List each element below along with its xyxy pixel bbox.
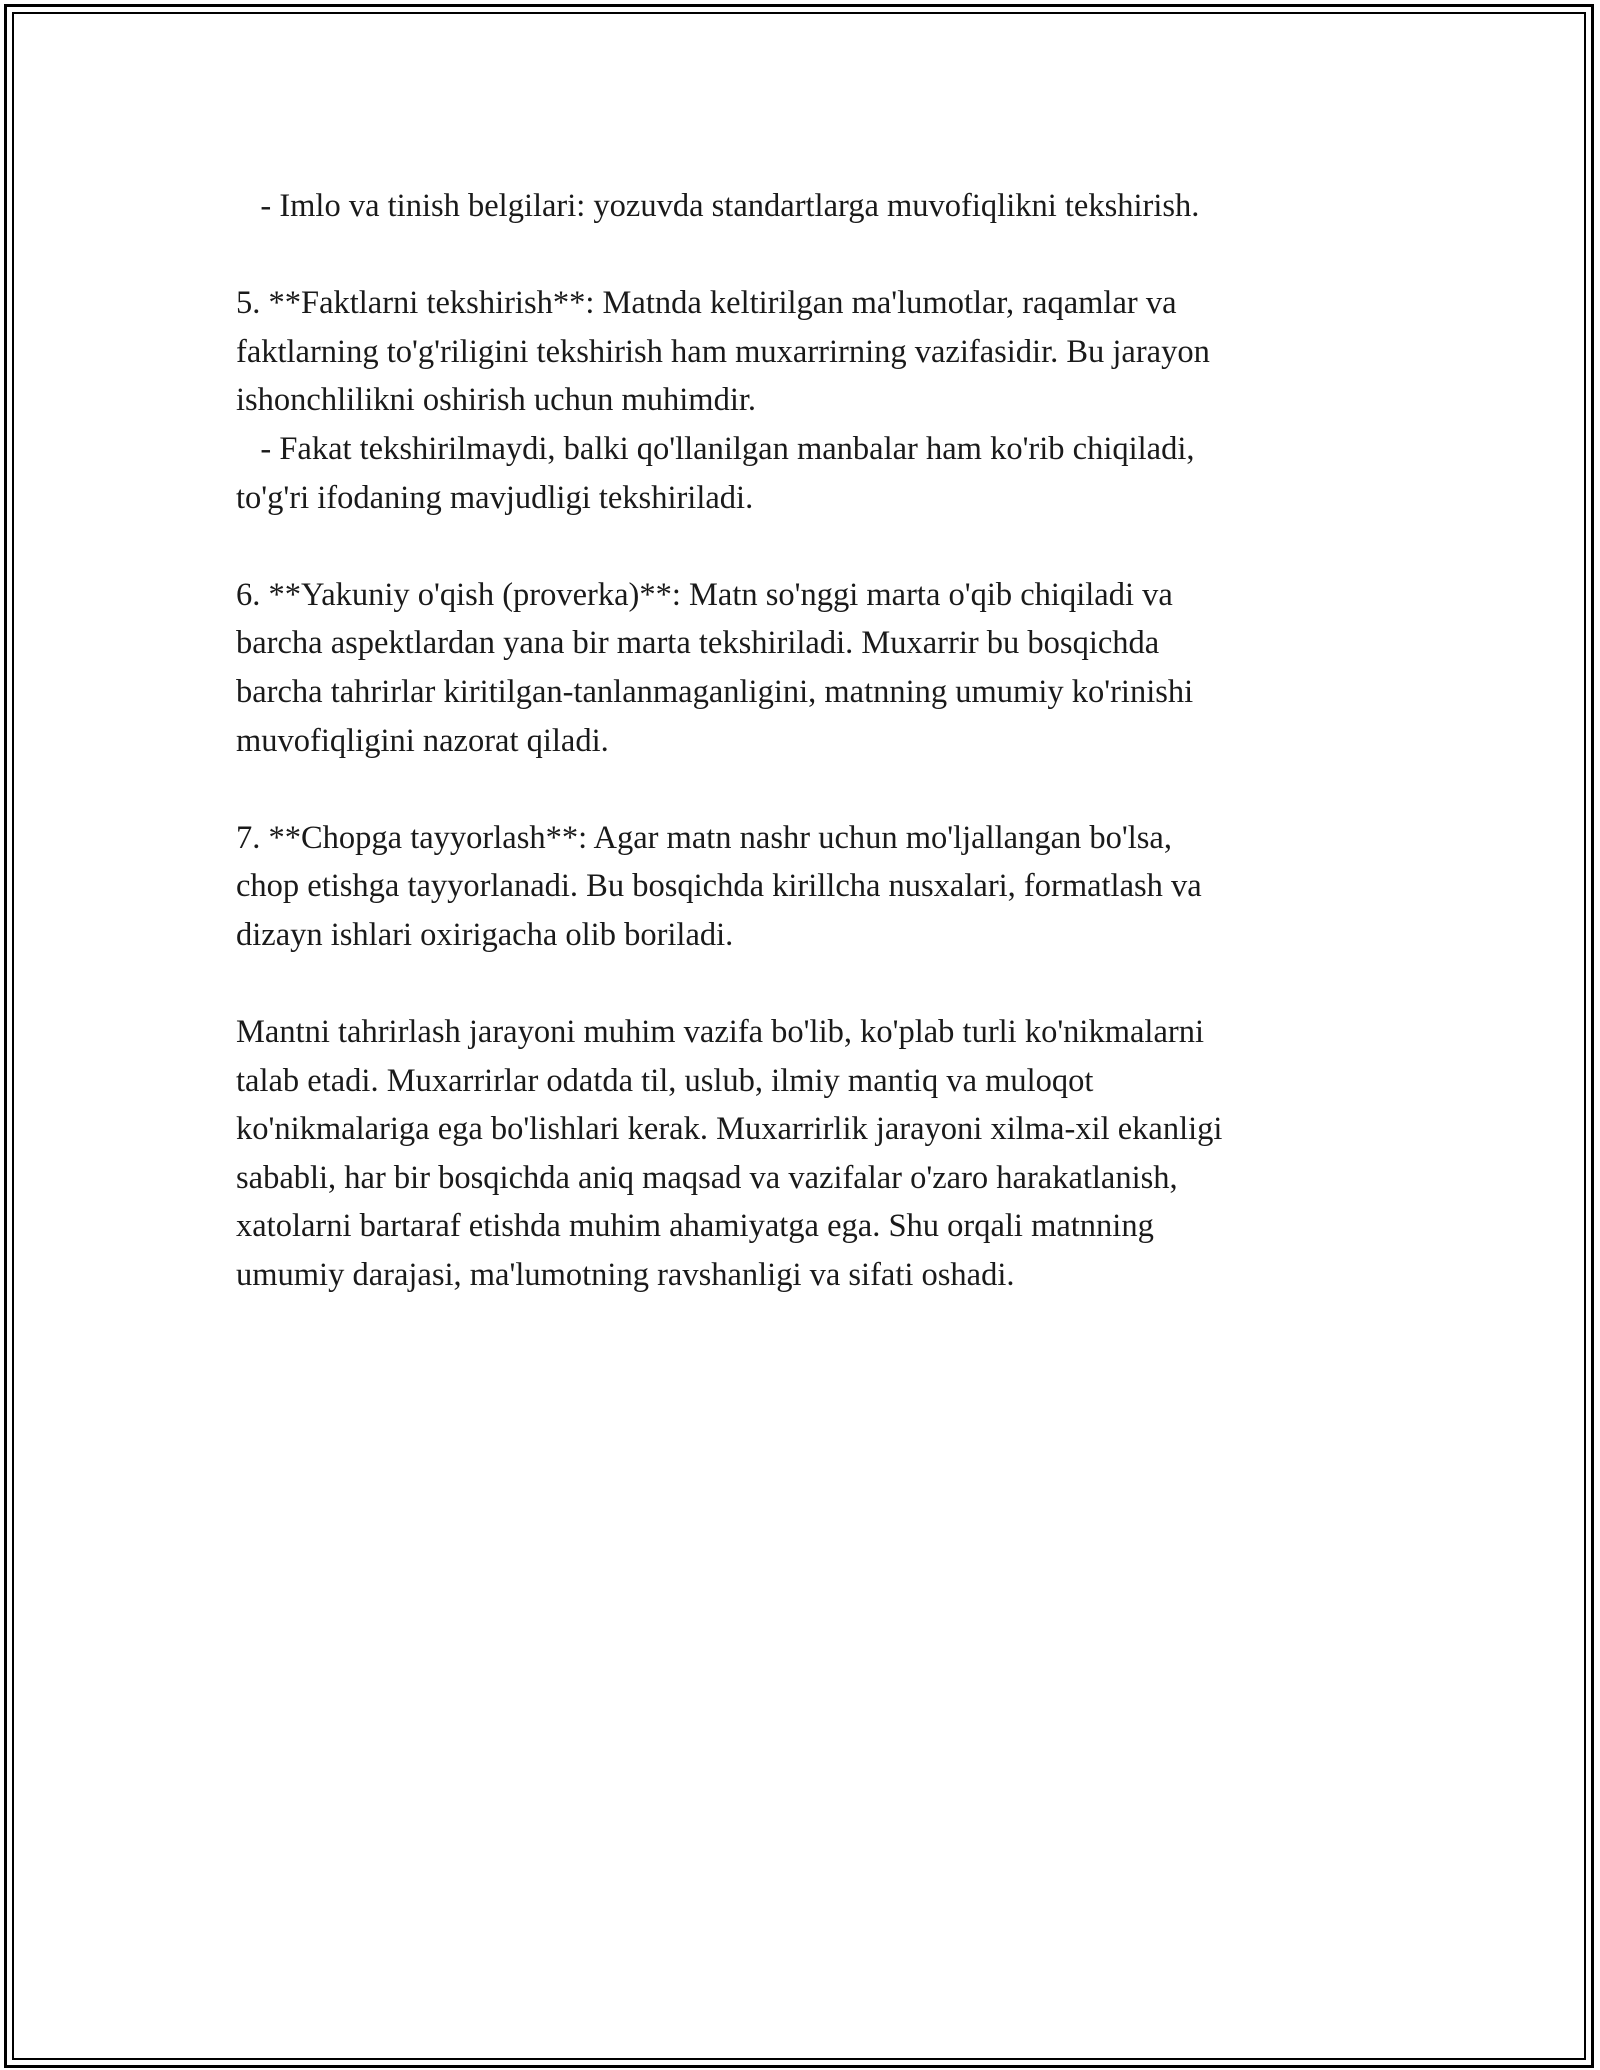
text-line: ko'nikmalariga ega bo'lishlari kerak. Muxarrirlik jarayoni xilma-xil ekanligi <box>236 1111 1223 1148</box>
paragraph-spacer <box>236 522 1366 571</box>
text-line: sababli, har bir bosqichda aniq maqsad va vazifalar o'zaro harakatlanish, <box>236 1159 1178 1196</box>
text-line: faktlarning to'g'riligini tekshirish ham muxarrirning vazifasidir. Bu jarayon <box>236 333 1210 370</box>
text-line: 7. **Chopga tayyorlash**: Agar matn nashr uchun mo'ljallangan bo'lsa, <box>236 819 1172 856</box>
paragraph-spacer <box>236 231 1366 280</box>
text-line: 6. **Yakuniy o'qish (proverka)**: Matn so'nggi marta o'qib chiqiladi va <box>236 576 1173 613</box>
paragraph-conclusion <box>236 1008 1366 1300</box>
text-line: talab etadi. Muxarrirlar odatda til, uslub, ilmiy mantiq va muloqot <box>236 1062 1094 1099</box>
text-line: barcha aspektlardan yana bir marta tekshiriladi. Muxarrir bu bosqichda <box>236 625 1160 662</box>
text-line: chop etishga tayyorlanadi. Bu bosqichda kirillcha nusxalari, formatlash va <box>236 868 1202 905</box>
text-line: umumiy darajasi, ma'lumotning ravshanligi va sifati oshadi. <box>236 1257 1015 1294</box>
document-body <box>236 182 1366 1300</box>
text-line: dizayn ishlari oxirigacha olib boriladi. <box>236 916 734 953</box>
text-line: Mantni tahrirlash jarayoni muhim vazifa bo'lib, ko'plab turli ko'nikmalarni <box>236 1014 1204 1051</box>
paragraph-imlo-bullet <box>236 182 1366 231</box>
paragraph-spacer <box>236 960 1366 1009</box>
text-line: - Imlo va tinish belgilari: yozuvda standartlarga muvofiqlikni tekshirish. <box>236 188 1200 224</box>
paragraph-item-6 <box>236 571 1366 765</box>
text-line: ishonchlilikni oshirish uchun muhimdir. <box>236 382 756 419</box>
text-line: - Fakat tekshirilmaydi, balki qo'llanilgan manbalar ham ko'rib chiqiladi, <box>236 430 1195 467</box>
text-line: muvofiqligini nazorat qiladi. <box>236 722 609 759</box>
paragraph-item-7 <box>236 814 1366 960</box>
text-line: to'g'ri ifodaning mavjudligi tekshiriladi. <box>236 479 754 516</box>
paragraph-item-5 <box>236 279 1366 522</box>
text-line: 5. **Faktlarni tekshirish**: Matnda keltirilgan ma'lumotlar, raqamlar va <box>236 285 1177 322</box>
paragraph-spacer <box>236 765 1366 814</box>
text-line: barcha tahrirlar kiritilgan-tanlanmaganligini, matnning umumiy ko'rinishi <box>236 673 1194 710</box>
text-line: xatolarni bartaraf etishda muhim ahamiyatga ega. Shu orqali matnning <box>236 1208 1154 1245</box>
